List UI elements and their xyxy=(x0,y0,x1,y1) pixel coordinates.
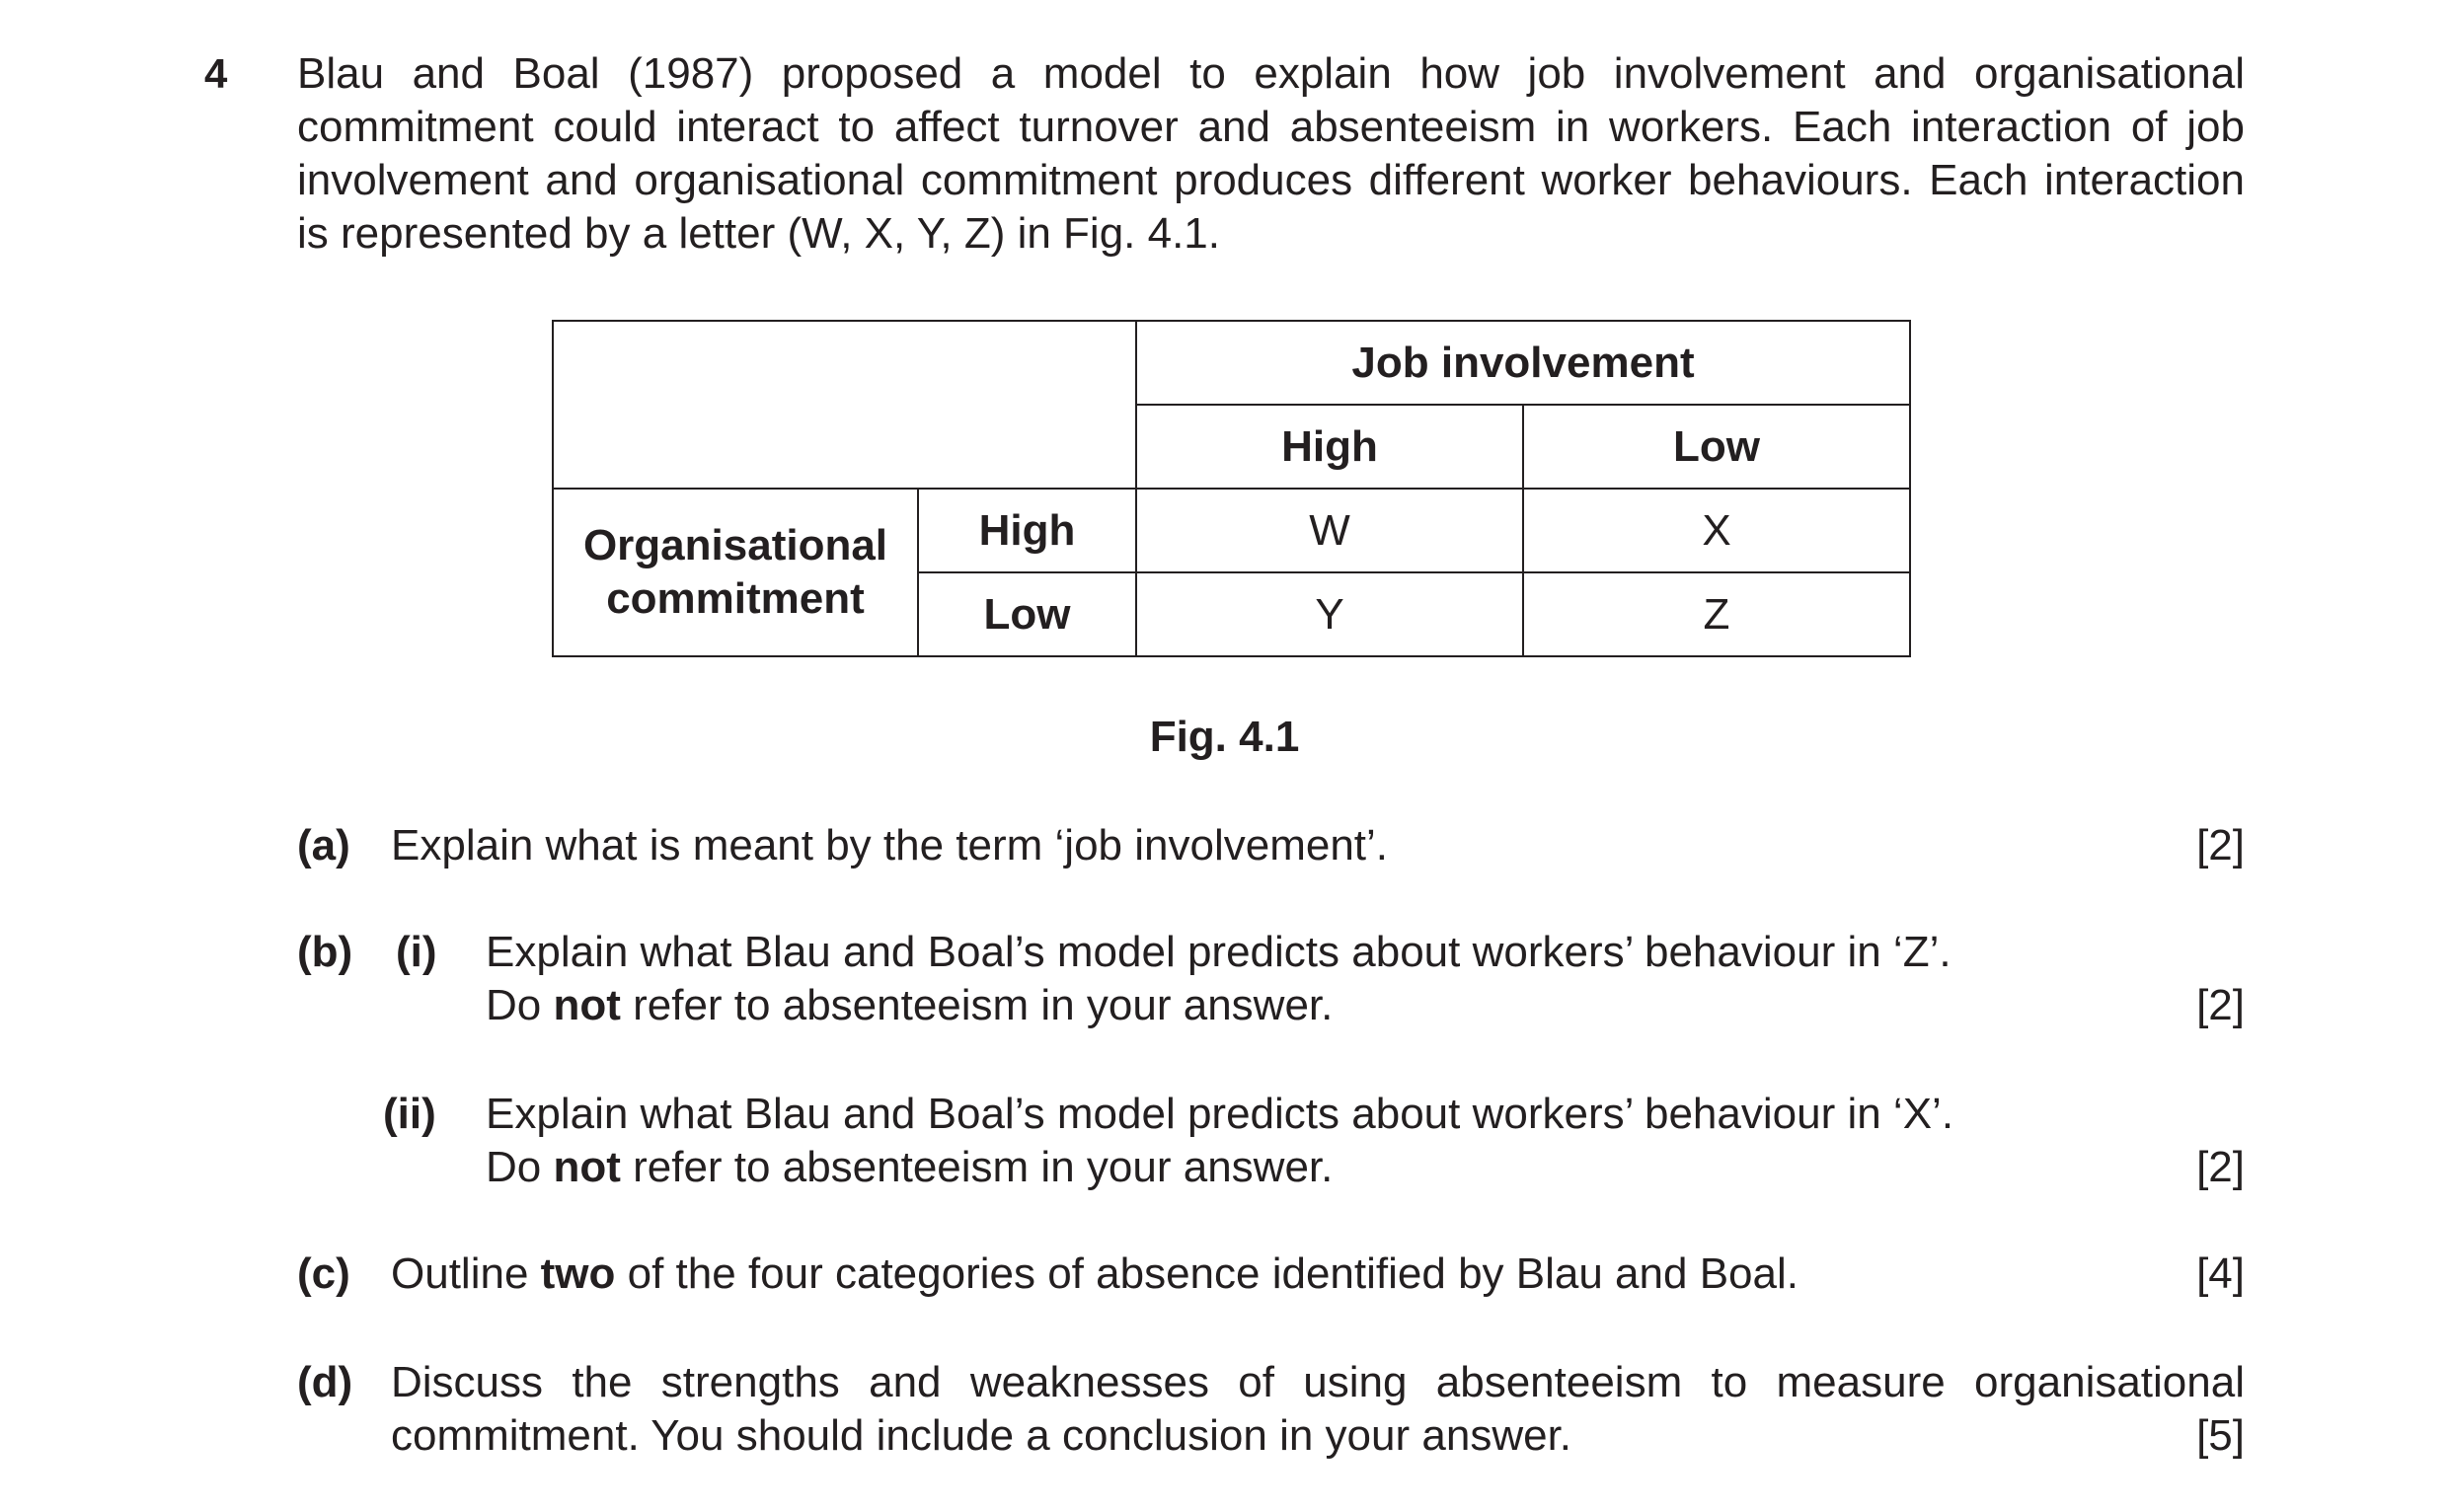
row-header-high: High xyxy=(918,489,1136,572)
part-c-marks: [4] xyxy=(2196,1249,2245,1298)
part-b-ii-marks: [2] xyxy=(2196,1143,2245,1191)
part-c-text xyxy=(391,1247,1798,1301)
row-group-header xyxy=(553,489,918,656)
question-intro: Blau and Boal (1987) proposed a model to explain how job involvement and organisational commitment could interact to affect turnover and absenteeism in workers. Each interaction of job involvement and organisational commitment produces different worker behaviours. Each interaction is represented by a letter (W, X, Y, Z) in Fig. 4.1. xyxy=(297,49,2245,258)
table-cell-x: X xyxy=(1523,489,1910,572)
part-c-text-emphasis: two xyxy=(540,1249,616,1298)
part-d-label: (d) xyxy=(297,1358,353,1406)
column-header-high: High xyxy=(1136,405,1523,489)
part-b-i-line1: Explain what Blau and Boal’s model predicts about workers’ behaviour in ‘Z’. xyxy=(486,928,1952,976)
part-c-text-end: of the four categories of absence identified by Blau and Boal. xyxy=(615,1249,1798,1298)
row-group-header-line2: commitment xyxy=(606,574,865,623)
column-group-header: Job involvement xyxy=(1136,321,1910,405)
part-b-i-marks: [2] xyxy=(2196,981,2245,1029)
part-b-ii-line2 xyxy=(486,1141,1333,1194)
column-header-low: Low xyxy=(1523,405,1910,489)
part-b-ii-label: (ii) xyxy=(383,1090,436,1138)
part-c-text-start: Outline xyxy=(391,1249,541,1298)
table-cell-z: Z xyxy=(1523,572,1910,656)
table-empty-corner xyxy=(553,321,1136,489)
part-b-i-line2-start: Do xyxy=(486,981,554,1029)
part-d-line2: commitment. You should include a conclusion in your answer. xyxy=(391,1411,1572,1460)
part-a-label: (a) xyxy=(297,821,350,869)
part-c-label: (c) xyxy=(297,1249,350,1298)
row-group-header-line1: Organisational xyxy=(582,521,888,569)
part-b-ii-line2-start: Do xyxy=(486,1143,554,1191)
part-b-i-line2-emphasis: not xyxy=(553,981,621,1029)
part-b-i-line2 xyxy=(486,979,1333,1032)
part-b-ii-line2-emphasis: not xyxy=(553,1143,621,1191)
part-a-text: Explain what is meant by the term ‘job involvement’. xyxy=(391,821,1389,869)
table-cell-w: W xyxy=(1136,489,1523,572)
part-a-marks: [2] xyxy=(2196,821,2245,869)
part-b-i-label: (i) xyxy=(396,928,437,976)
part-d-line1: Discuss the strengths and weaknesses of using absenteeism to measure organisational xyxy=(391,1358,2245,1406)
figure-caption: Fig. 4.1 xyxy=(1149,713,1300,761)
part-b-ii-line1: Explain what Blau and Boal’s model predicts about workers’ behaviour in ‘X’. xyxy=(486,1090,1954,1138)
figure-table xyxy=(552,320,1911,657)
part-d-marks: [5] xyxy=(2196,1411,2245,1460)
question-number: 4 xyxy=(204,50,228,97)
part-b-label: (b) xyxy=(297,928,353,976)
row-header-low: Low xyxy=(918,572,1136,656)
table-cell-y: Y xyxy=(1136,572,1523,656)
part-b-ii-line2-end: refer to absenteeism in your answer. xyxy=(620,1143,1334,1191)
part-b-i-line2-end: refer to absenteeism in your answer. xyxy=(620,981,1334,1029)
